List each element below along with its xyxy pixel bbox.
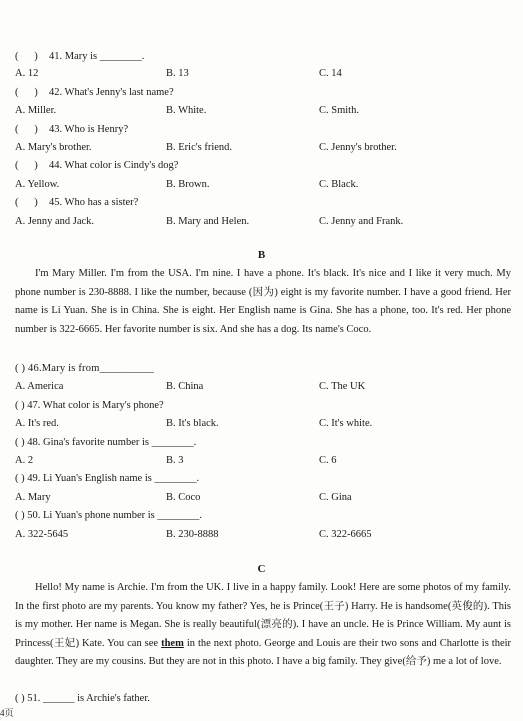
option-a: A. It's red. (15, 418, 59, 429)
question-49: ( ) 49. Li Yuan's English name is ________. (15, 473, 200, 484)
section-c-heading: C (257, 563, 266, 575)
option-c: C. Smith. (319, 105, 359, 116)
passage-text-continued: in the next photo. George and Louis are their two sons and Charlotte is their daughter. They are my cousins. But they are not in this photo. I have a big family. They give(给予) me a lot of love. (15, 637, 512, 668)
question-51: ( ) 51. ______ is Archie's father. (15, 693, 150, 704)
question-text: 41. Mary is ________. (49, 51, 145, 62)
question-45 (15, 196, 138, 210)
question-text: 43. Who is Henry? (49, 124, 129, 135)
option-c: C. 6 (319, 455, 337, 466)
passage-text: I'm Mary Miller. I'm from the USA. I'm nine. I have a phone. It's black. It's nice and I like it very much. My phone number is 230-8888. I like the number, because (因为) eight is my favorite number. I have a good friend. Her name is Li Yuan. She is in China. She is eight. Her English name is Gina. She has a phone, too. It's red. Her phone number is 322-6665. Her favorite number is six. And she has a dog. Its name's Coco. (15, 268, 511, 335)
question-47: ( ) 47. What color is Mary's phone? (15, 400, 164, 411)
answer-paren: ( ) (15, 160, 38, 171)
option-c: C. 322-6665 (319, 529, 372, 540)
option-c: C. It's white. (319, 418, 373, 429)
answer-paren: ( ) (15, 87, 38, 98)
option-c: C. The UK (319, 381, 366, 392)
question-text: 44. What color is Cindy's dog? (49, 160, 179, 171)
section-c-passage (15, 579, 511, 672)
option-a: A. America (15, 381, 64, 392)
option-b: B. China (166, 381, 204, 392)
option-b: B. Eric's friend. (166, 142, 233, 153)
option-c: C. Black. (319, 179, 359, 190)
option-a: A. 322-5645 (15, 529, 69, 540)
passage-text: Hello! My name is Archie. I'm from the UK. I live in a happy family. Look! Here are some photos of my family. In the first photo are my parents. You know my father? Yes, he is Prince(王子) Harry. He is handsome(英俊的). This is my mother. Her name is Megan. She is really beautiful(漂亮的). I have an uncle. He is Prince William. My aunt is Princess(王妃) Kate. You can see (15, 582, 511, 649)
option-c: C. 14 (319, 68, 342, 79)
question-48: ( ) 48. Gina's favorite number is ________. (15, 437, 197, 448)
question-42 (15, 86, 174, 100)
option-a: A. Mary (15, 492, 51, 503)
option-b: B. Coco (166, 492, 201, 503)
option-a: A. Mary's brother. (15, 142, 92, 153)
question-50: ( ) 50. Li Yuan's phone number is ________. (15, 510, 202, 521)
question-text: 42. What's Jenny's last name? (49, 87, 174, 98)
option-a: A. Miller. (15, 105, 57, 116)
question-text: 45. Who has a sister? (49, 197, 139, 208)
underlined-word: them (161, 637, 184, 649)
question-44 (15, 159, 178, 173)
answer-paren: ( ) (15, 197, 38, 208)
option-b: B. It's black. (166, 418, 219, 429)
question-41 (15, 50, 144, 64)
section-b-passage (15, 265, 511, 339)
answer-paren: ( ) (15, 51, 38, 62)
option-c: C. Jenny's brother. (319, 142, 397, 153)
page-number: 4页 (0, 708, 14, 718)
question-43 (15, 123, 128, 137)
question-46: ( ) 46.Mary is from__________ (15, 363, 155, 374)
option-a: A. Jenny and Jack. (15, 216, 95, 227)
option-c: C. Jenny and Frank. (319, 216, 404, 227)
option-b: B. White. (166, 105, 207, 116)
section-b-heading: B (257, 249, 266, 261)
option-a: A. Yellow. (15, 179, 60, 190)
option-a: A. 12 (15, 68, 39, 79)
answer-paren: ( ) (15, 124, 38, 135)
option-b: B. 13 (166, 68, 189, 79)
option-b: B. Mary and Helen. (166, 216, 250, 227)
option-a: A. 2 (15, 455, 34, 466)
option-b: B. 230-8888 (166, 529, 219, 540)
option-b: B. 3 (166, 455, 184, 466)
option-b: B. Brown. (166, 179, 210, 190)
option-c: C. Gina (319, 492, 352, 503)
